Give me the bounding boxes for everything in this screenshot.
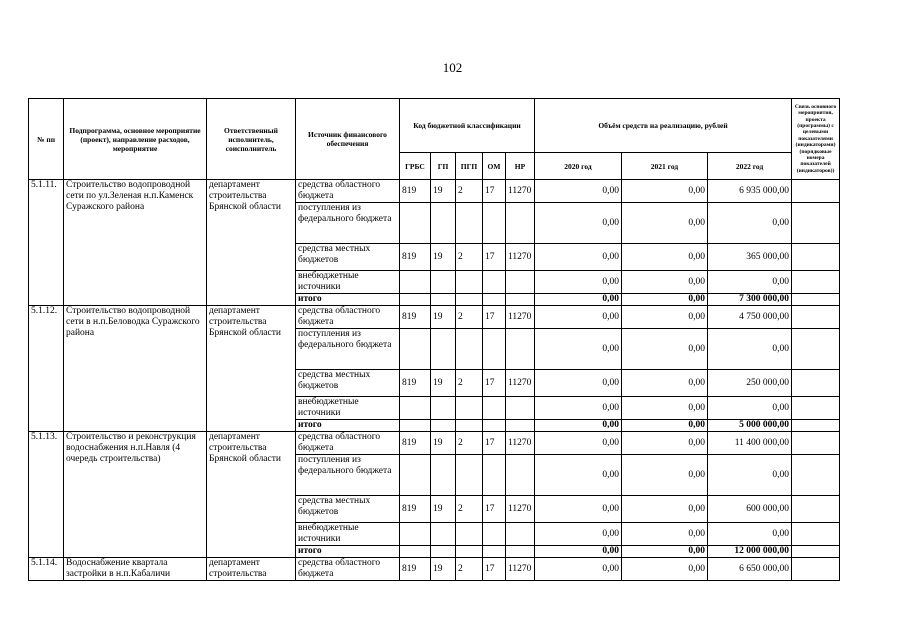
code-om: 17: [483, 244, 506, 271]
indicator-link: [792, 180, 840, 203]
amount-2020: 0,00: [535, 370, 622, 397]
code-om: 17: [483, 496, 506, 523]
amount-2021: 0,00: [622, 496, 708, 523]
code-grbs: [400, 397, 431, 420]
amount-2022: 4 750 000,00: [708, 306, 792, 329]
indicator-link: [792, 558, 840, 581]
code-grbs: 819: [400, 306, 431, 329]
code-pgp: 2: [456, 432, 483, 455]
code-nr: [506, 397, 535, 420]
amount-2021: 0,00: [622, 244, 708, 271]
code-pgp: [456, 294, 483, 306]
amount-2022: 600 000,00: [708, 496, 792, 523]
funding-source: средства областного бюджета: [296, 180, 400, 203]
amount-2020: 0,00: [535, 496, 622, 523]
code-pgp: [456, 455, 483, 496]
amount-2020: 0,00: [535, 294, 622, 306]
item-name: Строительство водопроводной сети по ул.Зеленая н.п.Каменск Суражского района: [64, 180, 207, 306]
header-grbs: ГРБС: [400, 153, 431, 180]
code-grbs: [400, 546, 431, 558]
header-gp: ГП: [431, 153, 456, 180]
code-pgp: [456, 329, 483, 370]
code-grbs: 819: [400, 432, 431, 455]
code-grbs: 819: [400, 558, 431, 581]
code-gp: 19: [431, 496, 456, 523]
table-row: [29, 432, 840, 455]
code-pgp: [456, 523, 483, 546]
code-grbs: [400, 203, 431, 244]
code-grbs: 819: [400, 496, 431, 523]
table-row: [29, 306, 840, 329]
code-gp: [431, 546, 456, 558]
indicator-link: [792, 420, 840, 432]
indicator-link: [792, 523, 840, 546]
code-pgp: [456, 420, 483, 432]
code-grbs: 819: [400, 180, 431, 203]
code-pgp: [456, 203, 483, 244]
code-om: [483, 455, 506, 496]
code-grbs: [400, 329, 431, 370]
code-nr: [506, 271, 535, 294]
amount-2020: 0,00: [535, 397, 622, 420]
code-pgp: 2: [456, 306, 483, 329]
amount-2022: 0,00: [708, 271, 792, 294]
header-volume: Объём средств на реализацию, рублей: [535, 99, 792, 153]
table-body: [29, 180, 840, 581]
amount-2021: 0,00: [622, 397, 708, 420]
item-number: 5.1.14.: [29, 558, 64, 581]
code-grbs: [400, 294, 431, 306]
funding-source: средства областного бюджета: [296, 306, 400, 329]
page-number: 102: [442, 60, 463, 75]
budget-table: [28, 98, 840, 581]
code-gp: 19: [431, 306, 456, 329]
code-om: [483, 523, 506, 546]
code-nr: 11270: [506, 180, 535, 203]
code-gp: 19: [431, 244, 456, 271]
code-gp: [431, 420, 456, 432]
item-number: 5.1.12.: [29, 306, 64, 432]
code-nr: [506, 420, 535, 432]
code-gp: [431, 329, 456, 370]
indicator-link: [792, 370, 840, 397]
code-gp: [431, 523, 456, 546]
code-nr: 11270: [506, 496, 535, 523]
funding-source: итого: [296, 294, 400, 306]
table-row: [29, 180, 840, 203]
indicator-link: [792, 455, 840, 496]
code-om: [483, 329, 506, 370]
item-responsible: департамент строительства: [207, 558, 296, 581]
code-grbs: 819: [400, 244, 431, 271]
amount-2021: 0,00: [622, 203, 708, 244]
code-om: 17: [483, 558, 506, 581]
amount-2022: 0,00: [708, 329, 792, 370]
funding-source: внебюджетные источники: [296, 397, 400, 420]
indicator-link: [792, 203, 840, 244]
amount-2020: 0,00: [535, 523, 622, 546]
amount-2022: 5 000 000,00: [708, 420, 792, 432]
code-om: 17: [483, 180, 506, 203]
amount-2020: 0,00: [535, 203, 622, 244]
indicator-link: [792, 294, 840, 306]
code-grbs: [400, 523, 431, 546]
amount-2022: 365 000,00: [708, 244, 792, 271]
funding-source: итого: [296, 546, 400, 558]
amount-2020: 0,00: [535, 271, 622, 294]
code-om: [483, 420, 506, 432]
amount-2021: 0,00: [622, 271, 708, 294]
amount-2022: 7 300 000,00: [708, 294, 792, 306]
amount-2020: 0,00: [535, 455, 622, 496]
item-number: 5.1.13.: [29, 432, 64, 558]
amount-2020: 0,00: [535, 306, 622, 329]
code-grbs: [400, 455, 431, 496]
item-number: 5.1.11.: [29, 180, 64, 306]
code-om: 17: [483, 432, 506, 455]
code-pgp: 2: [456, 180, 483, 203]
item-responsible: департамент строительства Брянской области: [207, 180, 296, 306]
amount-2022: 0,00: [708, 523, 792, 546]
code-nr: [506, 455, 535, 496]
item-name: Строительство водопроводной сети в н.п.Беловодка Суражского района: [64, 306, 207, 432]
amount-2021: 0,00: [622, 558, 708, 581]
code-nr: [506, 203, 535, 244]
code-nr: [506, 294, 535, 306]
code-om: [483, 271, 506, 294]
code-gp: [431, 271, 456, 294]
item-name: Водоснабжение квартала застройки в н.п.Кабаличи: [64, 558, 207, 581]
indicator-link: [792, 271, 840, 294]
funding-source: поступления из федерального бюджета: [296, 203, 400, 244]
amount-2020: 0,00: [535, 420, 622, 432]
funding-source: поступления из федерального бюджета: [296, 329, 400, 370]
amount-2020: 0,00: [535, 558, 622, 581]
funding-source: средства областного бюджета: [296, 558, 400, 581]
code-gp: [431, 203, 456, 244]
code-om: [483, 397, 506, 420]
indicator-link: [792, 432, 840, 455]
amount-2020: 0,00: [535, 432, 622, 455]
header-subprogram: Подпрограмма, основное мероприятие (проект), направление расходов, мероприятие: [64, 99, 207, 180]
header-num: № пп: [29, 99, 64, 180]
code-pgp: [456, 271, 483, 294]
code-nr: 11270: [506, 244, 535, 271]
code-om: [483, 546, 506, 558]
header-responsible: Ответственный исполнитель, соисполнитель: [207, 99, 296, 180]
amount-2021: 0,00: [622, 523, 708, 546]
amount-2022: 0,00: [708, 203, 792, 244]
indicator-link: [792, 329, 840, 370]
table-row: [29, 558, 840, 581]
code-nr: [506, 329, 535, 370]
header-pgp: ПГП: [456, 153, 483, 180]
code-pgp: [456, 397, 483, 420]
item-responsible: департамент строительства Брянской области: [207, 306, 296, 432]
code-pgp: 2: [456, 496, 483, 523]
header-link: Связь основного мероприятия, проекта (программы) с целевыми показателями (индикаторами) (порядковые номера показателей (индикаторов)): [792, 99, 840, 180]
code-om: [483, 203, 506, 244]
code-nr: 11270: [506, 306, 535, 329]
amount-2020: 0,00: [535, 546, 622, 558]
amount-2021: 0,00: [622, 180, 708, 203]
code-nr: 11270: [506, 370, 535, 397]
code-grbs: [400, 271, 431, 294]
indicator-link: [792, 496, 840, 523]
amount-2021: 0,00: [622, 370, 708, 397]
funding-source: итого: [296, 420, 400, 432]
code-gp: 19: [431, 558, 456, 581]
code-gp: [431, 397, 456, 420]
header-2022: 2022 год: [708, 153, 792, 180]
funding-source: поступления из федерального бюджета: [296, 455, 400, 496]
funding-source: внебюджетные источники: [296, 271, 400, 294]
funding-source: средства местных бюджетов: [296, 370, 400, 397]
header-om: ОМ: [483, 153, 506, 180]
code-pgp: 2: [456, 244, 483, 271]
header-2020: 2020 год: [535, 153, 622, 180]
indicator-link: [792, 546, 840, 558]
code-nr: [506, 523, 535, 546]
code-om: 17: [483, 370, 506, 397]
amount-2020: 0,00: [535, 329, 622, 370]
item-responsible: департамент строительства Брянской области: [207, 432, 296, 558]
amount-2022: 6 650 000,00: [708, 558, 792, 581]
amount-2021: 0,00: [622, 546, 708, 558]
amount-2022: 0,00: [708, 455, 792, 496]
code-om: [483, 294, 506, 306]
code-gp: 19: [431, 370, 456, 397]
code-grbs: [400, 420, 431, 432]
funding-source: средства местных бюджетов: [296, 244, 400, 271]
code-nr: 11270: [506, 558, 535, 581]
indicator-link: [792, 397, 840, 420]
amount-2021: 0,00: [622, 329, 708, 370]
amount-2022: 11 400 000,00: [708, 432, 792, 455]
code-gp: 19: [431, 180, 456, 203]
amount-2021: 0,00: [622, 432, 708, 455]
code-pgp: 2: [456, 558, 483, 581]
amount-2021: 0,00: [622, 294, 708, 306]
indicator-link: [792, 244, 840, 271]
code-gp: 19: [431, 432, 456, 455]
amount-2021: 0,00: [622, 306, 708, 329]
header-source: Источник финансового обеспечения: [296, 99, 400, 180]
amount-2020: 0,00: [535, 180, 622, 203]
code-om: 17: [483, 306, 506, 329]
header-nr: НР: [506, 153, 535, 180]
code-gp: [431, 294, 456, 306]
funding-source: средства областного бюджета: [296, 432, 400, 455]
funding-source: внебюджетные источники: [296, 523, 400, 546]
amount-2022: 12 000 000,00: [708, 546, 792, 558]
item-name: Строительство и реконструкция водоснабжения н.п.Навля (4 очередь строительства): [64, 432, 207, 558]
code-pgp: [456, 546, 483, 558]
header-budget-code: Код бюджетной классификации: [400, 99, 535, 153]
code-nr: 11270: [506, 432, 535, 455]
amount-2022: 250 000,00: [708, 370, 792, 397]
amount-2020: 0,00: [535, 244, 622, 271]
code-nr: [506, 546, 535, 558]
header-2021: 2021 год: [622, 153, 708, 180]
amount-2021: 0,00: [622, 420, 708, 432]
code-grbs: 819: [400, 370, 431, 397]
amount-2022: 0,00: [708, 397, 792, 420]
code-gp: [431, 455, 456, 496]
amount-2021: 0,00: [622, 455, 708, 496]
amount-2022: 6 935 000,00: [708, 180, 792, 203]
code-pgp: 2: [456, 370, 483, 397]
indicator-link: [792, 306, 840, 329]
funding-source: средства местных бюджетов: [296, 496, 400, 523]
